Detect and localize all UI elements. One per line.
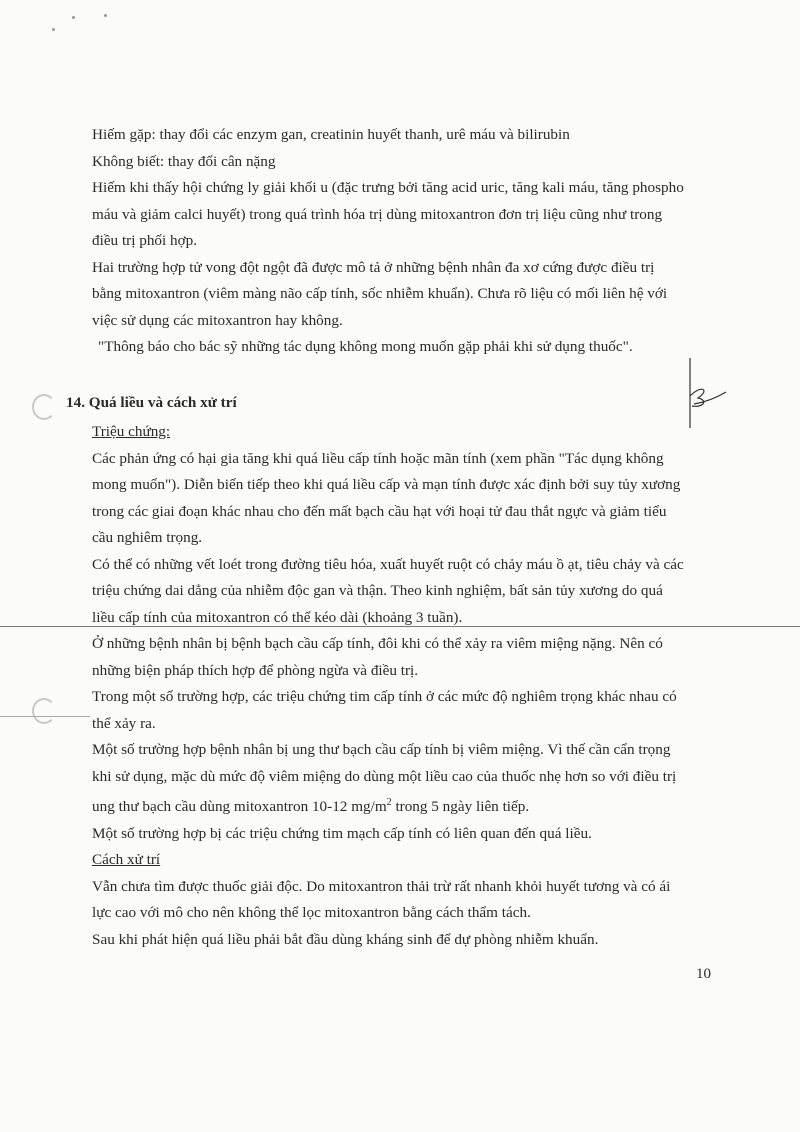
text-line: việc sử dụng các mitoxantron hay không. xyxy=(92,311,343,329)
text-line: triệu chứng dai dẳng của nhiễm độc gan và thận. Theo kinh nghiệm, bất sản tủy xương do quá xyxy=(92,582,663,599)
text-line: Vẫn chưa tìm được thuốc giải độc. Do mitoxantron thải trừ rất nhanh khỏi huyết tương và có ái xyxy=(92,877,671,895)
superscript: 2 xyxy=(386,797,392,808)
scan-speck xyxy=(52,28,55,31)
text-line: thể xảy ra. xyxy=(92,714,156,732)
scan-speck xyxy=(104,14,107,17)
text-line: Một số trường hợp bị các triệu chứng tim mạch cấp tính có liên quan đến quá liều. xyxy=(92,824,592,842)
text-line: Hai trường hợp tử vong đột ngột đã được mô tả ở những bệnh nhân đa xơ cứng được điều trị xyxy=(92,258,655,276)
side-effects-block xyxy=(92,122,712,361)
text-line: lực cao với mô cho nên không thể lọc mitoxantron bằng cách thẩm tách. xyxy=(92,904,531,922)
punch-hole-mark xyxy=(32,698,56,724)
text-line: Ở những bệnh nhân bị bệnh bạch cầu cấp tính, đôi khi có thể xảy ra viêm miệng nặng. Nên có xyxy=(92,635,663,652)
text-line: Một số trường hợp bệnh nhân bị ung thư bạch cầu cấp tính bị viêm miệng. Vì thế cần cẩn trọng xyxy=(92,741,671,758)
text-line: máu và giảm calci huyết) trong quá trình hóa trị dùng mitoxantron đơn trị liệu cũng như trong xyxy=(92,205,663,223)
text-line: Trong một số trường hợp, các triệu chứng tim cấp tính ở các mức độ nghiêm trọng khác nhau có xyxy=(92,688,677,705)
text-line: trong các giai đoạn khác nhau cho đến mất bạch cầu hạt với hoại tử đau thắt ngực và giảm tiểu xyxy=(92,502,667,520)
section-heading: 14. Quá liều và cách xử trí xyxy=(66,394,237,411)
text-line: những biện pháp thích hợp để phòng ngừa và điều trị. xyxy=(92,661,419,679)
text-line: Không biết: thay đổi cân nặng xyxy=(92,152,276,170)
text-line: Sau khi phát hiện quá liều phải bắt đầu dùng kháng sinh để dự phòng nhiễm khuẩn. xyxy=(92,930,599,948)
text-line: bằng mitoxantron (viêm màng não cấp tính, sốc nhiễm khuẩn). Chưa rõ liệu có mối liên hệ với xyxy=(92,285,668,302)
page-number: 10 xyxy=(696,966,711,982)
text-line: điều trị phối hợp. xyxy=(92,232,198,249)
text-line xyxy=(92,790,712,821)
text-line: Hiếm gặp: thay đổi các enzym gan, creatinin huyết thanh, urê máu và bilirubin xyxy=(92,126,570,143)
scan-line xyxy=(0,716,90,717)
scan-speck xyxy=(72,16,75,19)
dose-text-end: trong 5 ngày liên tiếp. xyxy=(391,798,530,816)
symptoms-subheading: Triệu chứng: xyxy=(92,423,171,440)
text-line: Hiếm khi thấy hội chứng ly giải khối u (đặc trưng bởi tăng acid uric, tăng kali máu, tăng phospho xyxy=(92,179,684,196)
overdose-block xyxy=(92,419,712,953)
text-line: Có thể có những vết loét trong đường tiêu hóa, xuất huyết ruột có chảy máu ồ ạt, tiêu chảy và các xyxy=(92,555,684,573)
punch-hole-mark xyxy=(32,394,56,420)
report-notice: "Thông báo cho bác sỹ những tác dụng không mong muốn gặp phải khi sử dụng thuốc". xyxy=(98,338,633,355)
text-line: mong muốn"). Diễn biến tiếp theo khi quá liều cấp và mạn tính được xác định bởi suy tủy xương xyxy=(92,476,681,493)
text-line: Các phản ứng có hại gia tăng khi quá liều cấp tính hoặc mãn tính (xem phần "Tác dụng không xyxy=(92,449,664,467)
text-line: liều cấp tính của mitoxantron có thể kéo dài (khoảng 3 tuần). xyxy=(92,608,463,626)
dose-text: ung thư bạch cầu dùng mitoxantron 10-12 mg/m xyxy=(92,798,387,816)
treatment-subheading: Cách xử trí xyxy=(92,851,161,869)
text-line: khi sử dụng, mặc dù mức độ viêm miệng do dùng một liều cao của thuốc nhẹ hơn so với điều trị xyxy=(92,767,677,785)
text-line: cầu nghiêm trọng. xyxy=(92,529,203,546)
